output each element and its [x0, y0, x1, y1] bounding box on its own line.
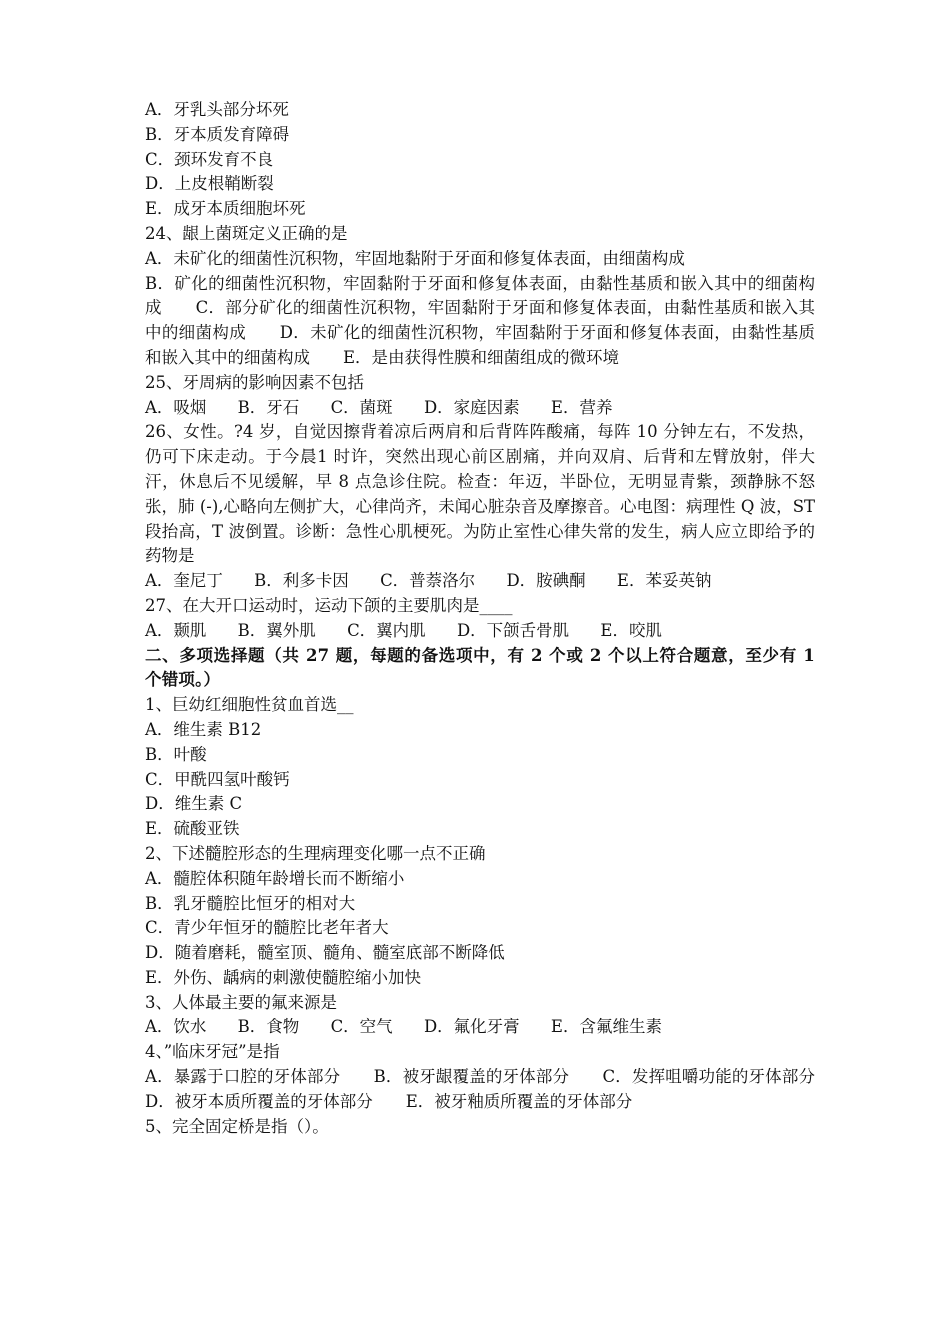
- m3-option-d: D．氟化牙膏: [423, 1017, 520, 1037]
- q23-option-a: A．牙乳头部分坏死: [145, 100, 289, 119]
- q27-option-b: B．翼外肌: [237, 620, 316, 640]
- m1-option-c: C．甲酰四氢叶酸钙: [145, 769, 290, 789]
- m5-stem: 5、完全固定桥是指（）。: [145, 1116, 329, 1136]
- m1-option-b: B．叶酸: [145, 744, 207, 764]
- q26-option-e: E．苯妥英钠: [616, 571, 712, 591]
- q24-option-a: A．未矿化的细菌性沉积物，牢固地黏附于牙面和修复体表面，由细菌构成: [145, 248, 685, 268]
- m2-option-a: A．髓腔体积随年龄增长而不断缩小: [145, 868, 405, 888]
- q27-stem: 27、在大开口运动时，运动下颌的主要肌肉是____: [145, 595, 513, 615]
- m3-option-b: B．食物: [237, 1017, 300, 1037]
- section-2-heading: 二、多项选择题（共 27 题，每题的备选项中，有 2 个或 2 个以上符合题意，至少有 1 个错项。）: [145, 645, 815, 690]
- q24-options-b-to-e: B．矿化的细菌性沉积物，牢固黏附于牙面和修复体表面，由黏性基质和嵌入其中的细菌构成 C．部分矿化的细菌性沉积物，牢固黏附于牙面和修复体表面，由黏性基质和嵌入其中的细菌构成 D．未矿化的细菌性沉积物，牢固黏附于牙面和修复体表面，由黏性基质和嵌入其中的细菌构成 E．是由获得性膜和细菌组成的微环境: [145, 273, 815, 367]
- q23-option-e: E．成牙本质细胞坏死: [145, 199, 306, 219]
- q23-option-b: B．牙本质发育障碍: [145, 124, 290, 144]
- q26-option-d: D．胺碘酮: [506, 571, 586, 591]
- m4-options: A．暴露于口腔的牙体部分 B．被牙龈覆盖的牙体部分 C．发挥咀嚼功能的牙体部分 D．被牙本质所覆盖的牙体部分 E．被牙釉质所覆盖的牙体部分: [145, 1067, 848, 1111]
- q27-option-c: C．翼内肌: [347, 620, 426, 640]
- q27-options: [145, 619, 815, 644]
- m3-option-a: A．饮水: [145, 1017, 207, 1037]
- q27-option-d: D．下颌舌骨肌: [456, 620, 570, 640]
- m2-option-c: C．青少年恒牙的髓腔比老年者大: [145, 918, 389, 938]
- m2-stem: 2、下述髓腔形态的生理病理变化哪一点不正确: [145, 843, 486, 863]
- m2-option-d: D．随着磨耗，髓室顶、髓角、髓室底部不断降低: [145, 943, 505, 963]
- q25-stem: 25、牙周病的影响因素不包括: [145, 372, 364, 392]
- m1-option-d: D．维生素 C: [145, 794, 243, 814]
- q25-options: [145, 396, 815, 421]
- q26-stem: 26、女性。?4 岁，自觉因擦背着凉后两肩和后背阵阵酸痛，每阵 10 分钟左右，不发热，仍可下床走动。于今晨1 时许，突然出现心前区剧痛，并向双肩、后背和左臂放射，伴大汗，休息后不见缓解，早 8 点急诊住院。检查：年迈，半卧位，无明显青紫，颈静脉不怒张，肺 (-),心略向左侧扩大，心律尚齐，未闻心脏杂音及摩擦音。心电图：病理性 Q 波，ST 段抬高，T 波倒置。诊断：急性心肌梗死。为防止室性心律失常的发生，病人应立即给予的药物是: [145, 422, 815, 566]
- m3-option-c: C．空气: [330, 1017, 393, 1037]
- m1-option-e: E．硫酸亚铁: [145, 819, 240, 839]
- q23-option-c: C．颈环发育不良: [145, 149, 274, 169]
- q23-option-d: D．上皮根鞘断裂: [145, 174, 274, 194]
- m3-stem: 3、人体最主要的氟来源是: [145, 992, 337, 1012]
- q26-options: [145, 569, 815, 594]
- m3-option-e: E．含氟维生素: [550, 1017, 662, 1037]
- q25-option-c: C．菌斑: [330, 397, 393, 417]
- m4-stem: 4、”临床牙冠”是指: [145, 1042, 280, 1062]
- m2-option-b: B．乳牙髓腔比恒牙的相对大: [145, 893, 356, 913]
- q24-stem: 24、龈上菌斑定义正确的是: [145, 223, 348, 243]
- q25-option-e: E．营养: [550, 397, 613, 417]
- q25-option-d: D．家庭因素: [423, 397, 520, 417]
- q25-option-b: B．牙石: [237, 397, 300, 417]
- q26-option-b: B．利多卡因: [254, 571, 349, 591]
- q26-option-c: C．普萘洛尔: [380, 571, 476, 591]
- q25-option-a: A．吸烟: [145, 397, 207, 417]
- m3-options: [145, 1015, 815, 1040]
- m1-stem: 1、巨幼红细胞性贫血首选__: [145, 695, 354, 715]
- q26-option-a: A．奎尼丁: [145, 571, 223, 591]
- m1-option-a: A．维生素 B12: [145, 719, 262, 739]
- q27-option-e: E．咬肌: [600, 620, 662, 640]
- document-page: [145, 98, 848, 1139]
- m2-option-e: E．外伤、龋病的刺激使髓腔缩小加快: [145, 967, 422, 987]
- q27-option-a: A．颞肌: [145, 620, 207, 640]
